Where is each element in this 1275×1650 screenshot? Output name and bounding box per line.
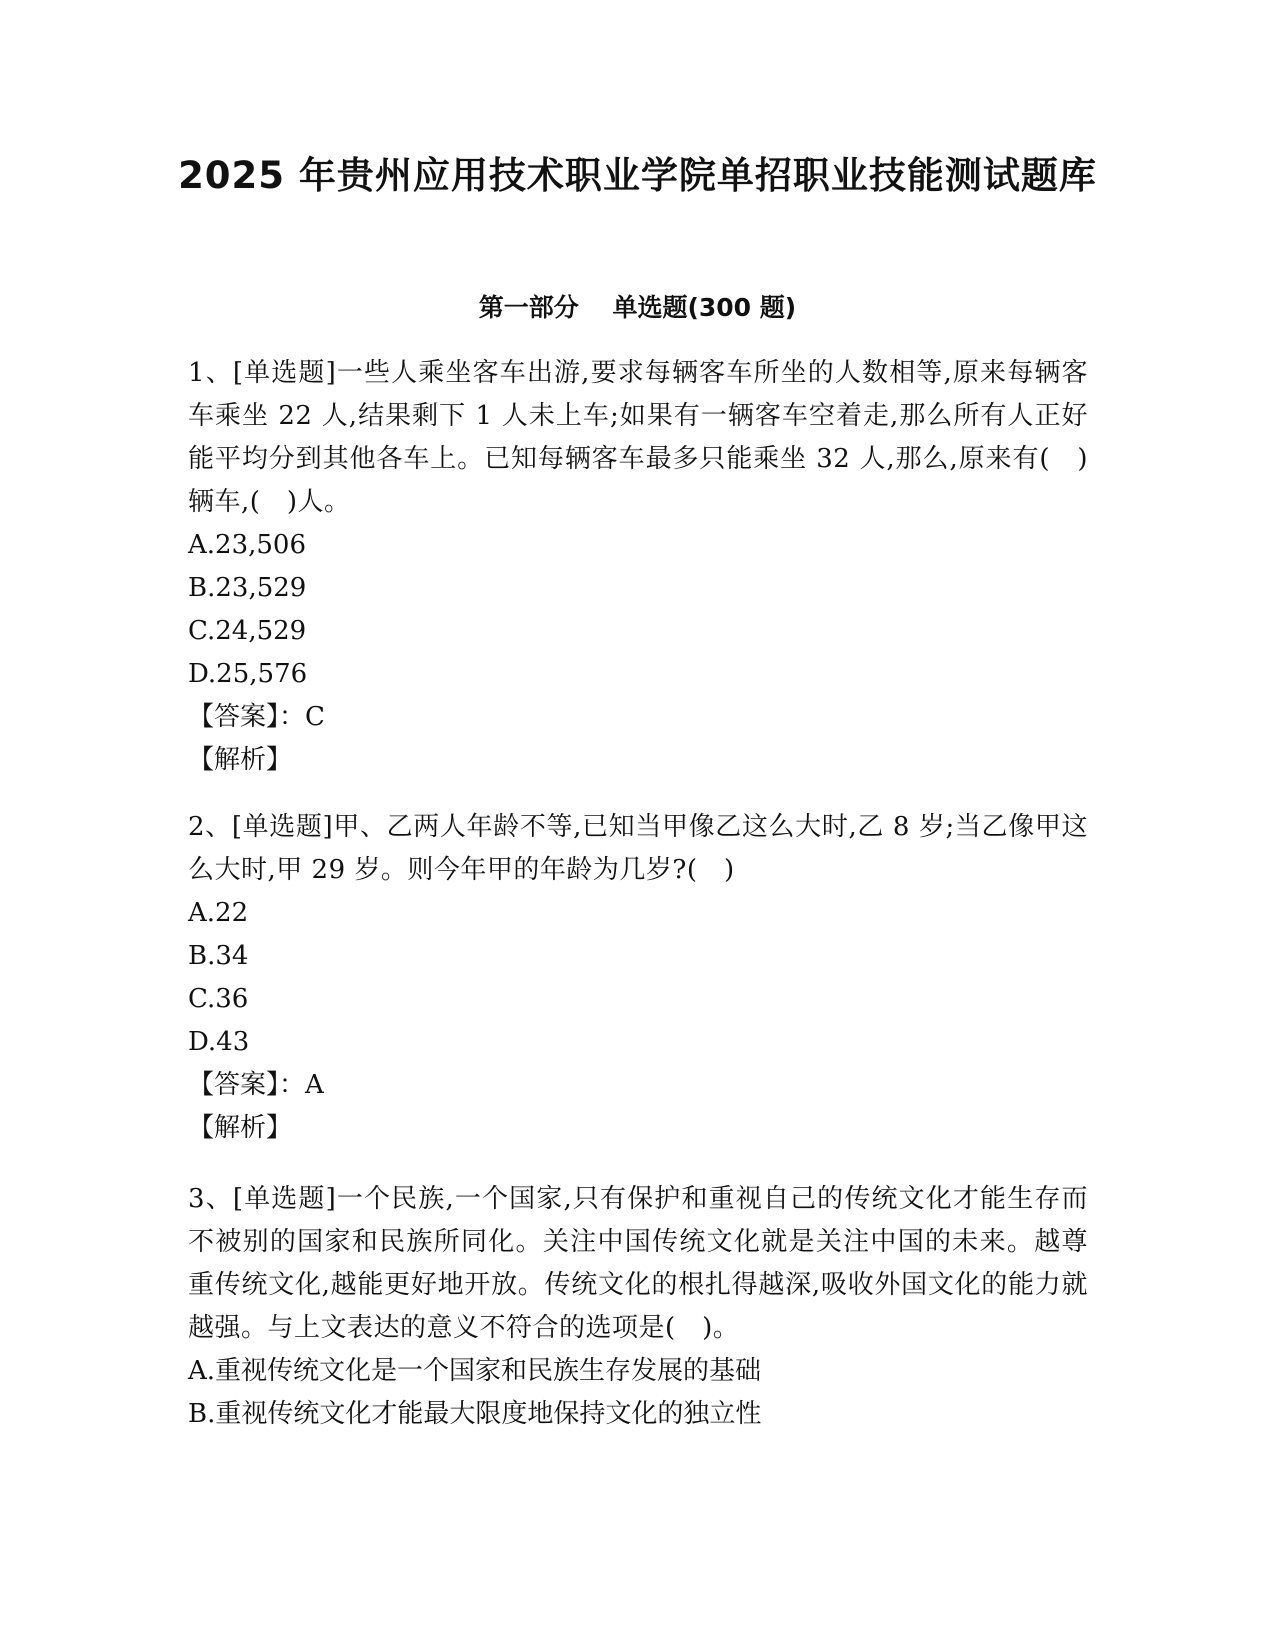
question-stem: 3、[单选题]一个民族,一个国家,只有保护和重视自己的传统文化才能生存而不被别的国家和民族所同化。关注中国传统文化就是关注中国的未来。越尊重传统文化,越能更好地开放。传统文化的根扎得越深,吸收外国文化的能力就越强。与上文表达的意义不符合的选项是( )。 — [188, 1184, 1088, 1343]
analysis-label: 【解析】 — [188, 1113, 293, 1143]
answer-label: 【答案】： — [188, 702, 306, 732]
option-c: C.24,529 — [188, 616, 307, 646]
option-a: A.重视传统文化是一个国家和民族生存发展的基础 — [188, 1356, 762, 1386]
question-1 — [188, 352, 1088, 782]
question-3 — [188, 1178, 1088, 1436]
question-stem: 2、[单选题]甲、乙两人年龄不等,已知当甲像乙这么大时,乙 8 岁;当乙像甲这么大时,甲 29 岁。则今年甲的年龄为几岁?( ) — [188, 812, 1088, 885]
option-b: B.重视传统文化才能最大限度地保持文化的独立性 — [188, 1399, 762, 1429]
question-2 — [188, 806, 1088, 1150]
answer-value: C — [305, 702, 325, 732]
answer-value: A — [305, 1070, 324, 1100]
answer-line — [188, 696, 1088, 739]
option-a: A.23,506 — [188, 530, 307, 560]
question-stem: 1、[单选题]一些人乘坐客车出游,要求每辆客车所坐的人数相等,原来每辆客车乘坐 22 人,结果剩下 1 人未上车;如果有一辆客车空着走,那么所有人正好能平均分到其他各车上。已知每辆客车最多只能乘坐 32 人,那么,原来有( )辆车,( )人。 — [188, 358, 1088, 517]
option-b: B.23,529 — [188, 573, 307, 603]
option-d: D.25,576 — [188, 659, 308, 689]
section-heading: 第一部分 单选题(300 题) — [478, 293, 797, 322]
option-d: D.43 — [188, 1027, 250, 1057]
option-c: C.36 — [188, 984, 249, 1014]
document-title: 2025 年贵州应用技术职业学院单招职业技能测试题库 — [178, 154, 1097, 197]
option-a: A.22 — [188, 898, 249, 928]
answer-label: 【答案】： — [188, 1070, 306, 1100]
answer-line — [188, 1064, 1088, 1107]
option-b: B.34 — [188, 941, 249, 971]
analysis-label: 【解析】 — [188, 745, 293, 775]
